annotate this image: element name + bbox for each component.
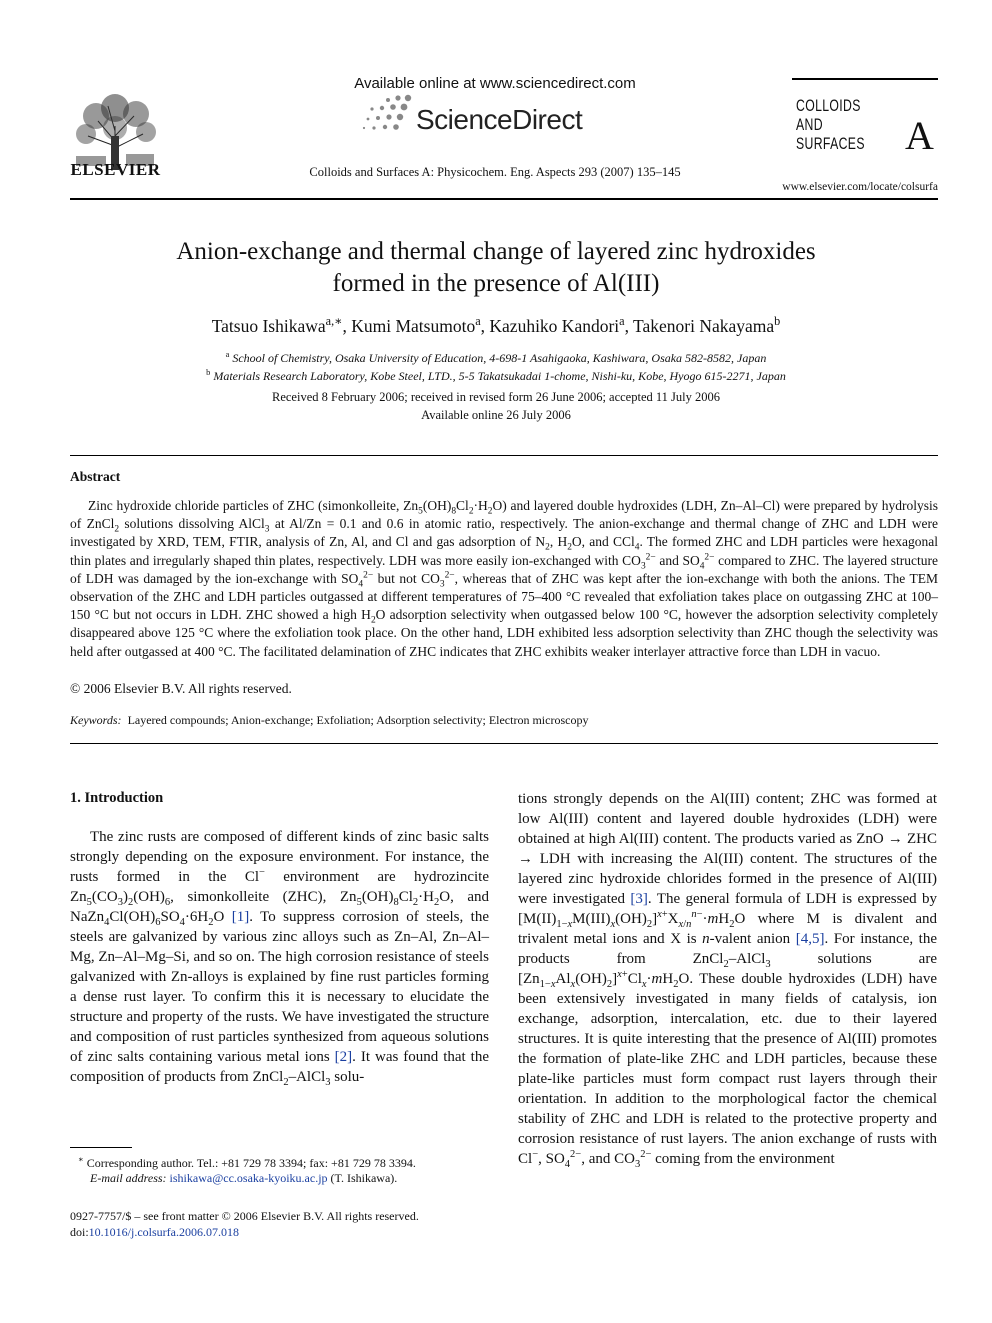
author-affiliation-mark[interactable]: a — [619, 314, 625, 329]
citation-link[interactable]: [3] — [630, 891, 648, 907]
affiliation-b-text: Materials Research Laboratory, Kobe Steel, LTD., 5-5 Takatsukadai 1-chome, Nishi-ku, Kobe, Hyogo 615-2271, Japan — [213, 369, 786, 383]
journal-logo-top-rule — [792, 78, 938, 80]
email-suffix: (T. Ishikawa). — [327, 1171, 398, 1185]
article-title — [90, 236, 902, 300]
available-online-text: Available online at www.sciencedirect.com — [354, 75, 636, 92]
journal-logo-letter: A — [905, 113, 934, 158]
author-name: Kumi Matsumoto — [351, 316, 476, 336]
abstract-bottom-rule — [70, 743, 938, 744]
abstract-top-rule — [70, 455, 938, 456]
journal-reference: Colloids and Surfaces A: Physicochem. Eng. Aspects 293 (2007) 135–145 — [309, 165, 681, 179]
doi-link[interactable]: 10.1016/j.colsurfa.2006.07.018 — [88, 1225, 239, 1239]
citation-link[interactable]: [4,5] — [795, 931, 825, 947]
author-affiliation-mark[interactable]: a,∗ — [325, 314, 343, 329]
keywords — [70, 713, 588, 728]
author-list: Tatsuo Ishikawa$^{a,∗}$, Kumi Matsumoto$^a$, Kazuhiko Kandori$^a$, Takenori Nakayama$^b$ — [211, 314, 781, 336]
body-column-left: The zinc rusts are composed of different kinds of zinc basic salts strongly depending on the exposure environment. For instance, the rusts formed in the Cl− environment are hydrozincite $Zn_5(CO_3)_2(OH)_6$, simonkolleite (ZHC), $Zn_5(OH)_8Cl_2\cdot H_2O$, and $NaZn_4Cl(OH)_6SO_4\cdot 6H_2O$ [1]. To suppress corrosion of steels, the steels are galvanized by various zinc alloys such as Zn–Al, Zn–Al–Mg, Zn–Al–Mg–Si, and so on. The high corrosion resistance of steels galvanized with Zn-alloys is explained by fine rust particles forming a dense rust layer. To confirm this it is necessary to elucidate the structure and property of the rusts. We have investigated the structure and composition of rust particles synthesized from aqueous solutions of zinc salts containing various metal ions [2]. It was found that the composition of products from ZnCl$_2$–AlCl$_3$ solu- — [70, 829, 489, 1088]
citation-link[interactable]: [1] — [231, 909, 250, 925]
header-rule — [70, 198, 938, 200]
author-name: Kazuhiko Kandori — [489, 316, 620, 336]
author-affiliation-mark[interactable]: b — [774, 314, 781, 329]
issn-line: 0927-7757/$ – see front matter © 2006 Elsevier B.V. All rights reserved. — [70, 1209, 419, 1223]
section-heading-introduction: 1. Introduction — [70, 790, 164, 806]
corresponding-author-text: Corresponding author. Tel.: +81 729 78 3394; fax: +81 729 78 3394. — [86, 1156, 416, 1170]
author-name: Takenori Nakayama — [633, 316, 775, 336]
article-title-line-2: formed in the presence of Al(III) — [332, 270, 660, 297]
affiliation-a: $^a$ School of Chemistry, Osaka University of Education, 4-698-1 Asahigaoka, Kashiwara, Osaka 582-8582, Japan — [225, 350, 767, 365]
corresponding-author-note: ∗ Corresponding author. Tel.: +81 729 78 3394; fax: +81 729 78 3394. — [78, 1155, 416, 1170]
doi-label: doi: — [70, 1225, 89, 1239]
keywords-list: Layered compounds; Anion-exchange; Exfoliation; Adsorption selectivity; Electron microscopy — [127, 713, 589, 727]
abstract-copyright: © 2006 Elsevier B.V. All rights reserved. — [70, 681, 292, 696]
article-title-line-1: Anion-exchange and thermal change of layered zinc hydroxides — [176, 238, 816, 265]
author-affiliation-mark[interactable]: a — [475, 314, 481, 329]
keywords-label: Keywords: — [70, 713, 122, 727]
journal-logo-line-1: COLLOIDS — [796, 96, 861, 115]
abstract-heading: Abstract — [70, 469, 121, 484]
sciencedirect-dots-icon — [356, 92, 416, 136]
journal-url-link[interactable]: www.elsevier.com/locate/colsurfa — [782, 181, 938, 193]
journal-logo-text — [796, 96, 865, 153]
citation-link[interactable]: [2] — [334, 1049, 353, 1065]
email-note — [90, 1171, 397, 1186]
journal-logo-line-2: AND — [796, 115, 823, 134]
affiliation-a-text: School of Chemistry, Osaka University of Education, 4-698-1 Asahigaoka, Kashiwara, Osaka 582-8582, Japan — [232, 351, 767, 365]
abstract-text: Zinc hydroxide chloride particles of ZHC (simonkolleite, $Zn_5(OH)_8Cl_2\cdot H_2O$) and layered double hydroxides (LDH, Zn–Al–Cl) were prepared by hydrolysis of ZnCl$_2$ solutions dissolving AlCl$_3$ at Al/Zn = 0.1 and 0.6 in atomic ratio, respectively. The anion-exchange and thermal change of ZHC and LDH were investigated by XRD, TEM, FTIR, analysis of Zn, Al, and Cl and gas adsorption of $N_2$, $H_2O$, and CCl$_4$. The formed ZHC and LDH particles were hexagonal thin plates and irregularly shaped thin plates, respectively. LDH was more easily ion-exchanged with $CO_3^{2-}$ and $SO_4^{2-}$ compared to ZHC. The layered structure of LDH was damaged by the ion-exchange with $SO_4^{2-}$ but not $CO_3^{2-}$, whereas that of ZHC was kept after the ion-exchange with both the anions. The TEM observation of the ZHC and LDH particles outgassed at different temperatures of 75–400 °C revealed that exfoliation takes place on outgassing ZHC at 100–150 °C but not occurs in LDH. ZHC showed a high $H_2O$ adsorption selectivity when outgassed below 100 °C, however the adsorption selectivity completely disappeared above 125 °C where the exfoliation took place. On the other hand, LDH exhibited less adsorption selectivity than ZHC though the selectivity was held after outgassed at 400 °C. The facilitated delamination of ZHC indicates that ZHC exhibits weaker interlayer attractive force than LDH in vacuo. — [70, 498, 939, 659]
sciencedirect-wordmark: ScienceDirect — [416, 104, 583, 135]
body-column-right: tions strongly depends on the Al(III) content; ZHC was formed at low Al(III) content and layered double hydroxides (LDH) were obtained at high Al(III) content. The products varied as ZnO → ZHC → LDH with increasing the Al(III) content. The structures of the layered zinc hydroxide chlorides formed in the presence of Al(III) were investigated [3]. The general formula of LDH is expressed by $[M(II)_{1-x}M(III)_x(OH)_2]^{x+}X_{x/n}^{n-}\cdot mH_2O$ where M is divalent and trivalent metal ions and X is n-valent anion [4,5]. For instance, the products from ZnCl$_2$–AlCl$_3$ solutions are $[Zn_{1-x}Al_x(OH)_2]^{x+}Cl_x\cdot mH_2O$. These double hydroxides (LDH) have been extensively investigated in many fields of catalysis, ion exchange, adsorption, intercalation, etc. due to their layered structures. It is quite interesting that the presence of Al(III) promotes the formation of plate-like ZHC and LDH particles, because these plate-like particles must form compact rust layers through their orientation. In addition to the morphological factor the chemical stability of ZHC and LDH is related to the protective property and corrosion resistance of rust layers. The anion exchange of rusts with Cl−, $SO_4^{2-}$, and $CO_3^{2-}$ coming from the environment — [518, 791, 937, 1170]
journal-logo-line-3: SURFACES — [796, 134, 865, 153]
affiliation-b: $^b$ Materials Research Laboratory, Kobe Steel, LTD., 5-5 Takatsukadai 1-chome, Nishi-ku, Kobe, Hyogo 615-2271, Japan — [206, 368, 786, 383]
doi-line — [70, 1225, 239, 1240]
available-online-date: Available online 26 July 2006 — [421, 408, 571, 422]
author-name: Tatsuo Ishikawa — [211, 316, 326, 336]
email-label: E-mail address: — [90, 1171, 167, 1185]
footnote-rule — [70, 1147, 132, 1148]
email-link[interactable]: ishikawa@cc.osaka-kyoiku.ac.jp — [169, 1171, 328, 1185]
received-dates: Received 8 February 2006; received in revised form 26 June 2006; accepted 11 July 2006 — [271, 390, 721, 404]
publisher-name: ELSEVIER — [70, 160, 161, 179]
